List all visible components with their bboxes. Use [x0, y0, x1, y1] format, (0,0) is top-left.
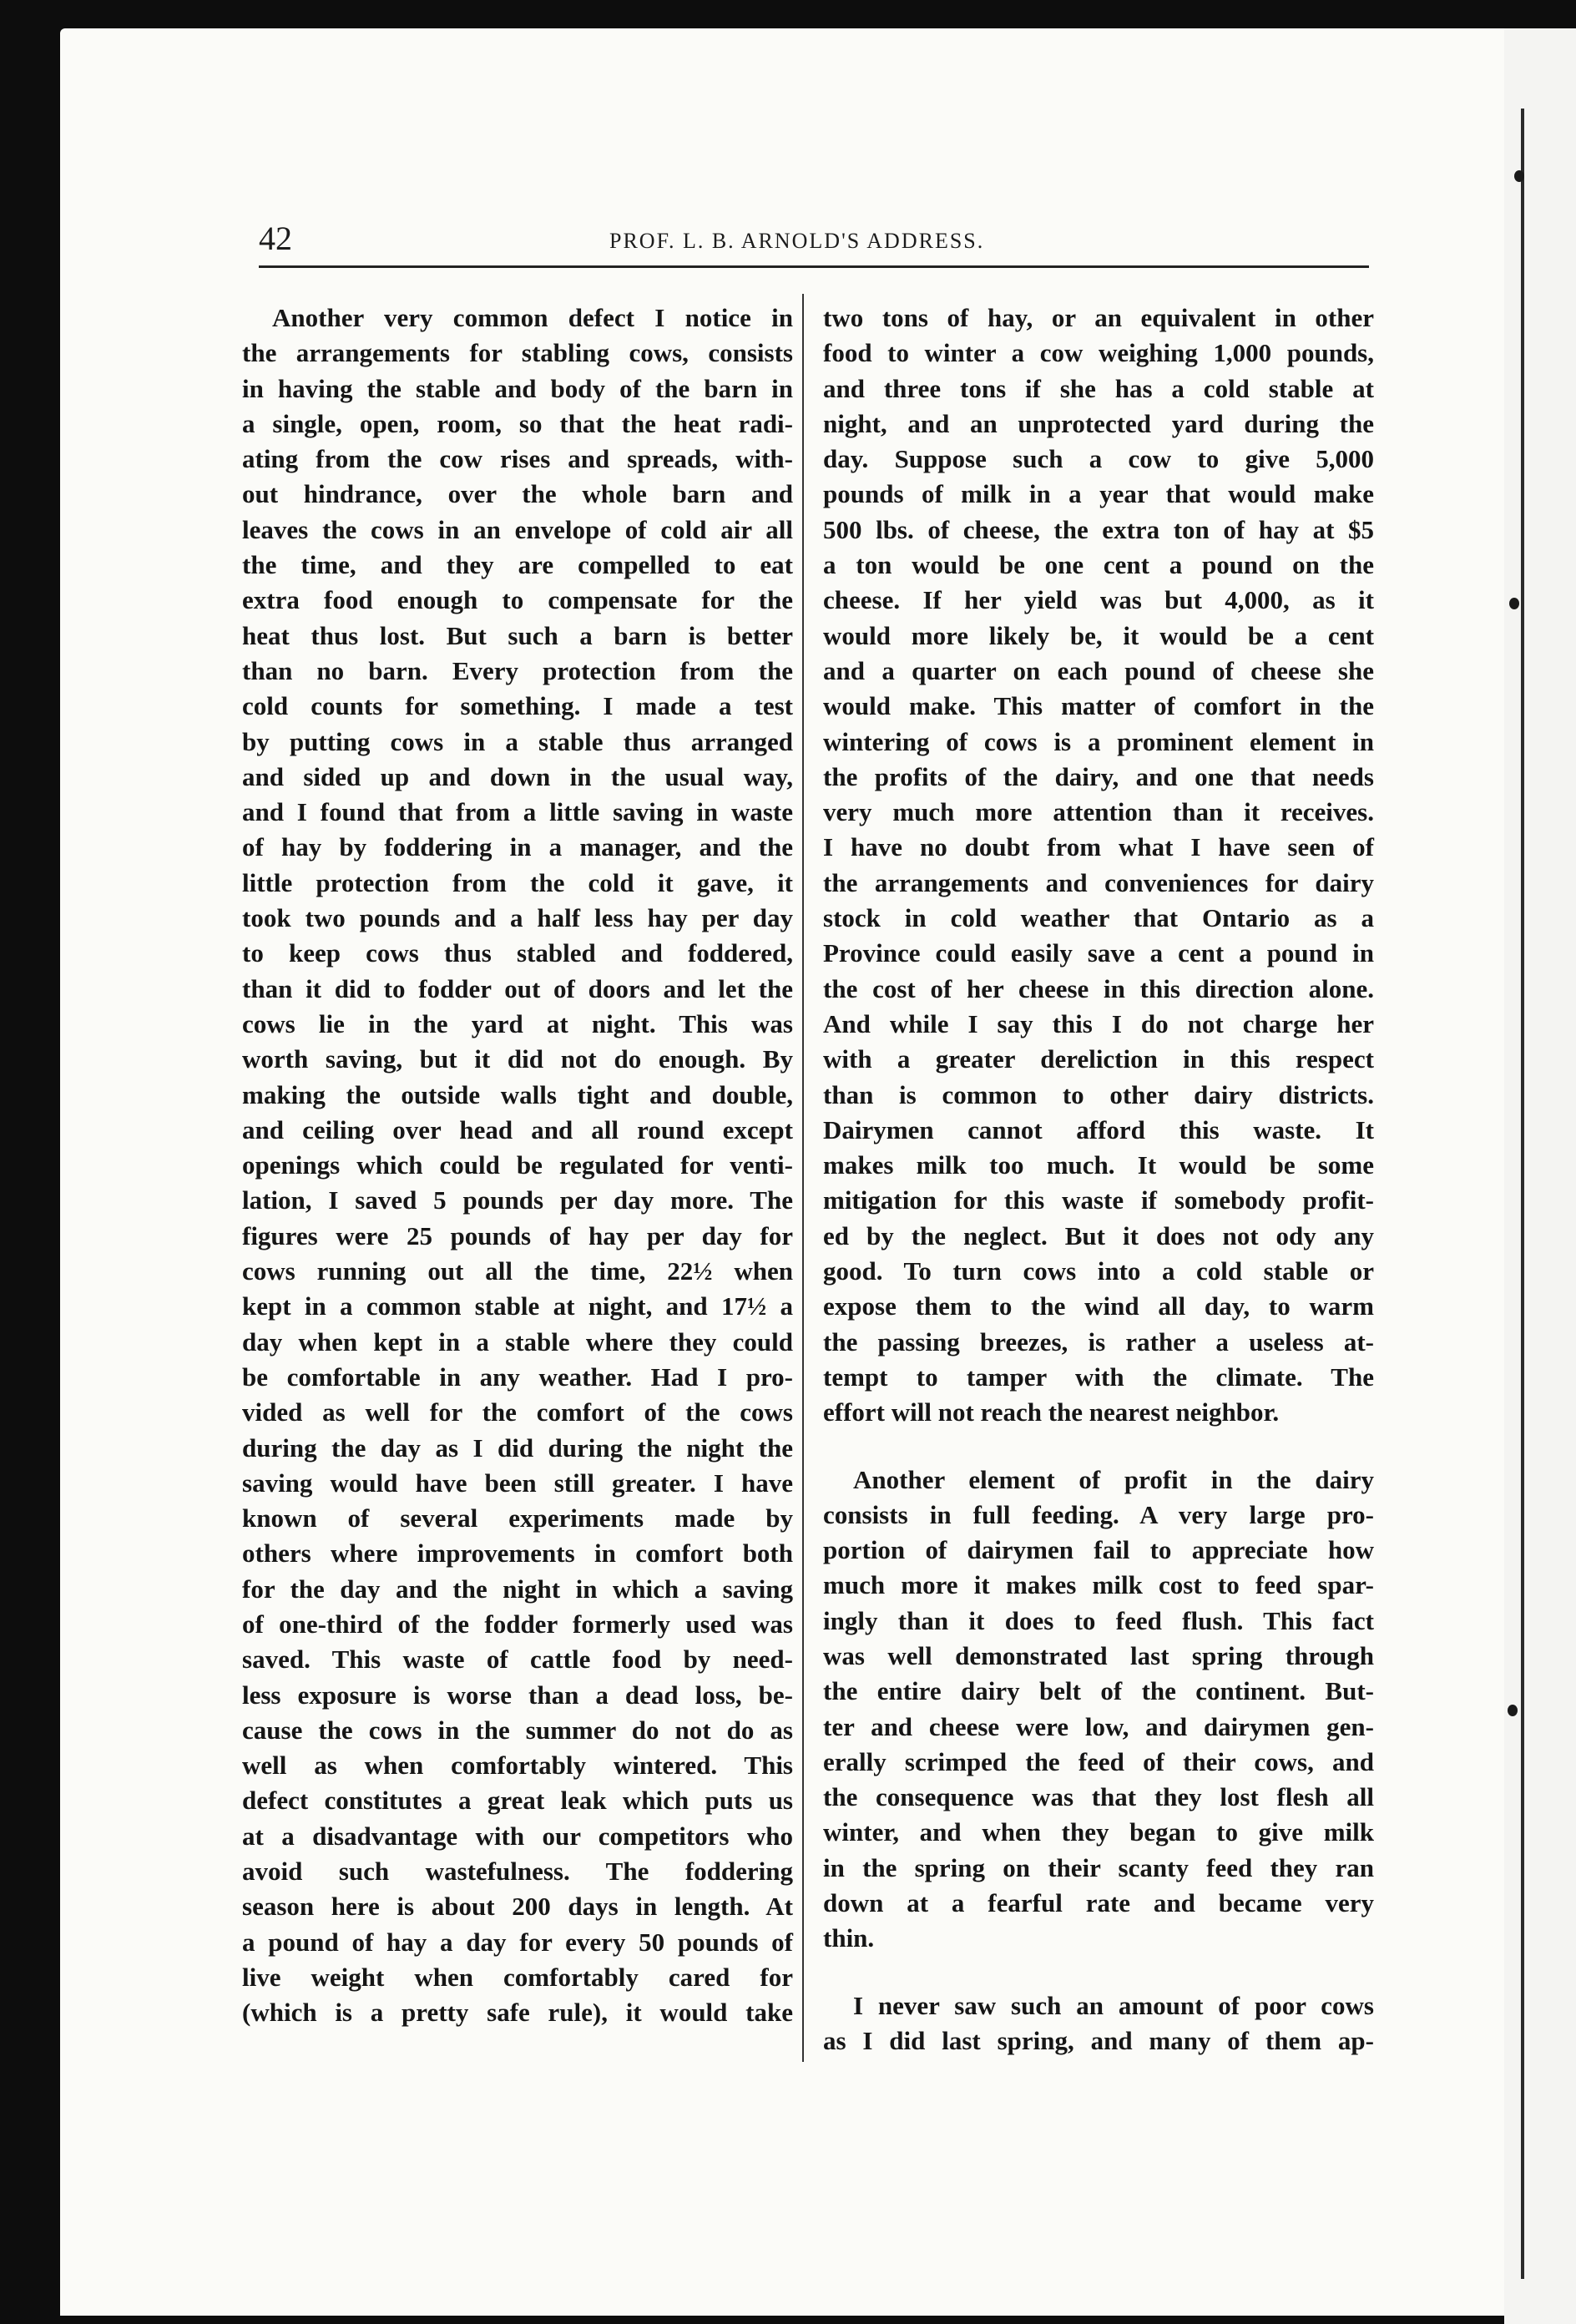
left-column — [242, 301, 793, 2031]
text-line: the arrangements and conveniences for dairy — [823, 867, 1374, 897]
text-line: Another very common defect I notice in — [272, 303, 793, 332]
text-line: saving would have been still greater. I have — [242, 1468, 793, 1498]
text-line: wintering of cows is a prominent element in — [823, 726, 1374, 756]
text-line: and three tons if she has a cold stable at — [823, 373, 1374, 403]
text-line: for the day and the night in which a saving — [242, 1574, 793, 1604]
text-line: of hay by foddering in a manager, and the — [242, 832, 793, 862]
right-column — [823, 301, 1374, 2059]
text-line: a pound of hay a day for every 50 pounds of — [242, 1927, 793, 1957]
text-line: openings which could be regulated for venti- — [242, 1150, 793, 1180]
text-line: and I found that from a little saving in waste — [242, 797, 793, 827]
text-line: erally scrimped the feed of their cows, and — [823, 1746, 1374, 1776]
text-line: to keep cows thus stabled and foddered, — [242, 938, 793, 968]
text-line: heat thus lost. But such a barn is better — [242, 620, 793, 650]
text-line: figures were 25 pounds of hay per day for — [242, 1220, 793, 1250]
text-line: would more likely be, it would be a cent — [823, 620, 1374, 650]
text-line: making the outside walls tight and double, — [242, 1079, 793, 1109]
text-line: ed by the neglect. But it does not ody any — [823, 1220, 1374, 1250]
text-line: (which is a pretty safe rule), it would take — [242, 1998, 793, 2028]
text-line: took two pounds and a half less hay per day — [242, 903, 793, 933]
text-line: expose them to the wind all day, to warm — [823, 1291, 1374, 1321]
text-line: and ceiling over head and all round except — [242, 1114, 793, 1144]
binding-mark — [1509, 598, 1519, 609]
text-line: saved. This waste of cattle food by need- — [242, 1644, 793, 1675]
page-number: 42 — [259, 220, 292, 257]
text-line: of one-third of the fodder formerly used was — [242, 1609, 793, 1639]
binding-mark — [1508, 1705, 1518, 1716]
text-line: with a greater dereliction in this respect — [823, 1044, 1374, 1074]
text-line: leaves the cows in an envelope of cold air all — [242, 514, 793, 544]
text-line: the profits of the dairy, and one that needs — [823, 761, 1374, 791]
text-line: cows lie in the yard at night. This was — [242, 1008, 793, 1038]
text-line: two tons of hay, or an equivalent in other — [823, 303, 1374, 332]
text-line: well as when comfortably wintered. This — [242, 1751, 793, 1781]
text-line: ter and cheese were low, and dairymen gen- — [823, 1711, 1374, 1741]
text-line: very much more attention than it receives. — [823, 797, 1374, 827]
text-line: a ton would be one cent a pound on the — [823, 550, 1374, 580]
text-line: I never saw such an amount of poor cows — [853, 1990, 1374, 2020]
text-line: much more it makes milk cost to feed spar- — [823, 1570, 1374, 1600]
text-line: cold counts for something. I made a test — [242, 691, 793, 721]
text-line: lation, I saved 5 pounds per day more. The — [242, 1185, 793, 1215]
page-header — [259, 219, 1344, 269]
text-line: in having the stable and body of the barn in — [242, 373, 793, 403]
text-line: food to winter a cow weighing 1,000 pounds, — [823, 338, 1374, 368]
text-line: little protection from the cold it gave, it — [242, 867, 793, 897]
text-line: winter, and when they began to give milk — [823, 1817, 1374, 1847]
text-line: Another element of profit in the dairy — [853, 1464, 1374, 1494]
text-line: tempt to tamper with the climate. The — [823, 1362, 1374, 1392]
text-line: day. Suppose such a cow to give 5,000 — [823, 444, 1374, 474]
text-line: cows running out all the time, 22½ when — [242, 1256, 793, 1286]
text-line: than is common to other dairy districts. — [823, 1079, 1374, 1109]
text-line: portion of dairymen fail to appreciate how — [823, 1535, 1374, 1565]
text-line: mitigation for this waste if somebody profit- — [823, 1185, 1374, 1215]
facing-page-edge — [1504, 28, 1576, 2324]
running-head: PROF. L. B. ARNOLD'S ADDRESS. — [609, 229, 985, 253]
text-line: Dairymen cannot afford this waste. It — [823, 1114, 1374, 1144]
paragraph-gap — [823, 1431, 1374, 1463]
text-line: and sided up and down in the usual way, — [242, 761, 793, 791]
text-line: by putting cows in a stable thus arranged — [242, 726, 793, 756]
text-line: ating from the cow rises and spreads, with- — [242, 444, 793, 474]
text-line: season here is about 200 days in length. At — [242, 1892, 793, 1922]
text-line: cause the cows in the summer do not do as — [242, 1715, 793, 1745]
text-line: good. To turn cows into a cold stable or — [823, 1256, 1374, 1286]
text-line: a single, open, room, so that the heat radi- — [242, 408, 793, 438]
text-line: was well demonstrated last spring through — [823, 1640, 1374, 1670]
page-gutter-line — [1521, 109, 1524, 2279]
text-line: Province could easily save a cent a pound in — [823, 938, 1374, 968]
text-line: down at a fearful rate and became very — [823, 1888, 1374, 1918]
text-line: the time, and they are compelled to eat — [242, 550, 793, 580]
text-line: known of several experiments made by — [242, 1503, 793, 1533]
text-line: avoid such wastefulness. The foddering — [242, 1857, 793, 1887]
text-line: makes milk too much. It would be some — [823, 1150, 1374, 1180]
text-line: would make. This matter of comfort in the — [823, 691, 1374, 721]
text-line: defect constitutes a great leak which puts us — [242, 1786, 793, 1816]
text-line: during the day as I did during the night the — [242, 1432, 793, 1463]
text-line: than no barn. Every protection from the — [242, 655, 793, 685]
text-line: than it did to fodder out of doors and let the — [242, 973, 793, 1003]
text-line: stock in cold weather that Ontario as a — [823, 903, 1374, 933]
header-rule — [259, 265, 1369, 268]
text-line: pounds of milk in a year that would make — [823, 479, 1374, 509]
text-line: night, and an unprotected yard during the — [823, 408, 1374, 438]
text-line: day when kept in a stable where they could — [242, 1326, 793, 1357]
text-line: as I did last spring, and many of them ap- — [823, 2025, 1374, 2055]
text-line: and a quarter on each pound of cheese she — [823, 655, 1374, 685]
text-line: live weight when comfortably cared for — [242, 1962, 793, 1992]
text-line: 500 lbs. of cheese, the extra ton of hay at $5 — [823, 514, 1374, 544]
text-line: ingly than it does to feed flush. This fact — [823, 1605, 1374, 1635]
text-line: be comfortable in any weather. Had I pro- — [242, 1362, 793, 1392]
text-line: cheese. If her yield was but 4,000, as it — [823, 585, 1374, 615]
text-line: worth saving, but it did not do enough. By — [242, 1044, 793, 1074]
text-line: the arrangements for stabling cows, consists — [242, 338, 793, 368]
text-line: vided as well for the comfort of the cows — [242, 1397, 793, 1427]
text-line: I have no doubt from what I have seen of — [823, 832, 1374, 862]
text-line: in the spring on their scanty feed they ran — [823, 1852, 1374, 1882]
text-line: the passing breezes, is rather a useless at- — [823, 1326, 1374, 1357]
text-line: thin. — [823, 1923, 875, 1953]
binding-mark — [1514, 170, 1524, 182]
text-line: the cost of her cheese in this direction alone. — [823, 973, 1374, 1003]
text-line: at a disadvantage with our competitors who — [242, 1821, 793, 1851]
text-line: And while I say this I do not charge her — [823, 1008, 1374, 1038]
text-line: extra food enough to compensate for the — [242, 585, 793, 615]
text-line: others where improvements in comfort both — [242, 1538, 793, 1569]
text-line: effort will not reach the nearest neighbor. — [823, 1397, 1280, 1427]
text-line: out hindrance, over the whole barn and — [242, 479, 793, 509]
text-line: consists in full feeding. A very large pro- — [823, 1499, 1374, 1529]
text-line: less exposure is worse than a dead loss, be- — [242, 1680, 793, 1710]
text-line: kept in a common stable at night, and 17½ a — [242, 1291, 793, 1321]
column-divider — [802, 294, 804, 2062]
text-line: the consequence was that they lost flesh all — [823, 1782, 1374, 1812]
text-line: the entire dairy belt of the continent. But- — [823, 1676, 1374, 1706]
paragraph-gap — [823, 1957, 1374, 1988]
